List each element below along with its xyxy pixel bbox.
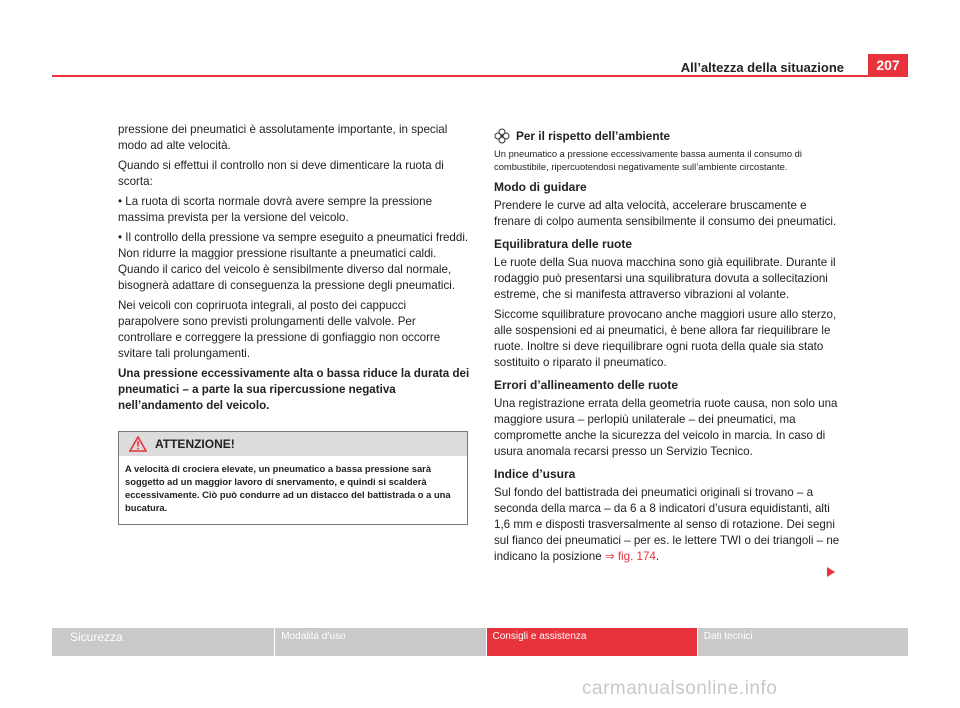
section-heading: Indice d’usura bbox=[494, 467, 576, 481]
bullet-item: • La ruota di scorta normale dovrà avere sempre la pressione massima prevista per la versione del veicolo. bbox=[118, 195, 433, 224]
figure-link[interactable]: fig. 174 bbox=[617, 550, 656, 563]
paragraph: Quando si effettui il controllo non si deve dimenticare la ruota di scorta: bbox=[118, 159, 444, 188]
environment-title: Per il rispetto dell’ambiente bbox=[516, 129, 671, 143]
paragraph-text: Sul fondo del battistrada dei pneumatici originali si trovano – a seconda della marca – da 6 a 8 indicatori d’usura equidistanti, alti 1,6 mm e disposti trasversalmente al senso di rotazione. Dei segni sul fianco dei pneumatici – per es. le lettere TWI o dei triangoli – ne indicano la posizione bbox=[494, 486, 840, 563]
figure-link-arrow[interactable]: ⇒ bbox=[604, 550, 615, 563]
watermark: carmanualsonline.info bbox=[582, 678, 778, 699]
header-rule bbox=[52, 75, 908, 77]
warning-text: A velocità di crociera elevate, un pneumatico a bassa pressione sarà soggetto ad un maggior lavoro di snervamento, e quindi si scalderà eccessivamente. Ciò può condurre ad un distacco del battistrada o a una bucatura. bbox=[125, 463, 451, 513]
continue-arrow-icon bbox=[826, 567, 836, 577]
tab-consigli-assistenza[interactable]: Consigli e assistenza bbox=[487, 628, 698, 656]
bullet-item: • Il controllo della pressione va sempre eseguito a pneumatici freddi. Non ridurre la maggior pressione risultante a pneumatici caldi. Quando il carico del veicolo è sensibilmente diverso dal normale, bisognerà adattare di conseguenza la pressione degli pneumatici. bbox=[118, 231, 469, 292]
right-column bbox=[494, 128, 842, 569]
tab-dati-tecnici[interactable]: Dati tecnici bbox=[698, 628, 908, 656]
left-column bbox=[118, 122, 470, 418]
section-heading: Errori d’allineamento delle ruote bbox=[494, 378, 679, 392]
page-number: 207 bbox=[868, 54, 908, 76]
bold-paragraph: Una pressione eccessivamente alta o bassa riduce la durata dei pneumatici – a parte la sua ripercussione negativa nell’andamento del veicolo. bbox=[118, 367, 470, 412]
footer-nav bbox=[52, 628, 908, 656]
warning-header bbox=[119, 432, 467, 456]
paragraph-end: . bbox=[655, 550, 660, 563]
flower-environment-icon bbox=[494, 128, 510, 144]
paragraph: Le ruote della Sua nuova macchina sono già equilibrate. Durante il rodaggio può presentarsi una squilibratura dovuta a sollecitazioni estreme, che si manifesta attraverso vibrazioni al volante. bbox=[494, 256, 836, 301]
paragraph: pressione dei pneumatici è assolutamente importante, in special modo ad alte velocità. bbox=[118, 123, 448, 152]
environment-heading bbox=[494, 128, 842, 144]
warning-box bbox=[118, 431, 468, 525]
warning-title: ATTENZIONE! bbox=[155, 437, 235, 451]
warning-triangle-icon bbox=[129, 436, 147, 452]
section-heading: Modo di guidare bbox=[494, 180, 587, 194]
paragraph: Una registrazione errata della geometria ruote causa, non solo una maggiore usura – perlopiù unilaterale – dei pneumatici, ma compromette anche la sicurezza del veicolo in marcia. In caso di usura anomala recarsi presso un Servizio Tecnico. bbox=[494, 397, 838, 458]
tab-sicurezza[interactable]: Sicurezza bbox=[52, 628, 275, 656]
paragraph: Nei veicoli con copriruota integrali, al posto dei cappucci parapolvere sono previsti prolungamenti delle valvole. Per controllare e correggere la pressione di gonfiaggio non occorre svitare tali prolungamenti. bbox=[118, 299, 441, 360]
section-heading: Equilibratura delle ruote bbox=[494, 237, 633, 251]
running-header-title: All’altezza della situazione bbox=[680, 60, 844, 75]
environment-text: Un pneumatico a pressione eccessivamente bassa aumenta il consumo di combustibile, ripercuotendosi negativamente sull’ambiente circostante. bbox=[494, 148, 802, 172]
paragraph: Siccome squilibrature provocano anche maggiori usure allo sterzo, alle sospensioni ed ai pneumatici, è bene allora far riequilibrare le ruote. Inoltre si deve riequilibrare ogni ruota della quale sia stato sostituito o riparato il pneumatico. bbox=[494, 308, 837, 369]
paragraph bbox=[494, 485, 842, 565]
tab-modalita-uso[interactable]: Modalità d’uso bbox=[275, 628, 486, 656]
paragraph: Prendere le curve ad alta velocità, accelerare bruscamente e frenare di colpo aumenta sensibilmente il consumo dei pneumatici. bbox=[494, 199, 837, 228]
